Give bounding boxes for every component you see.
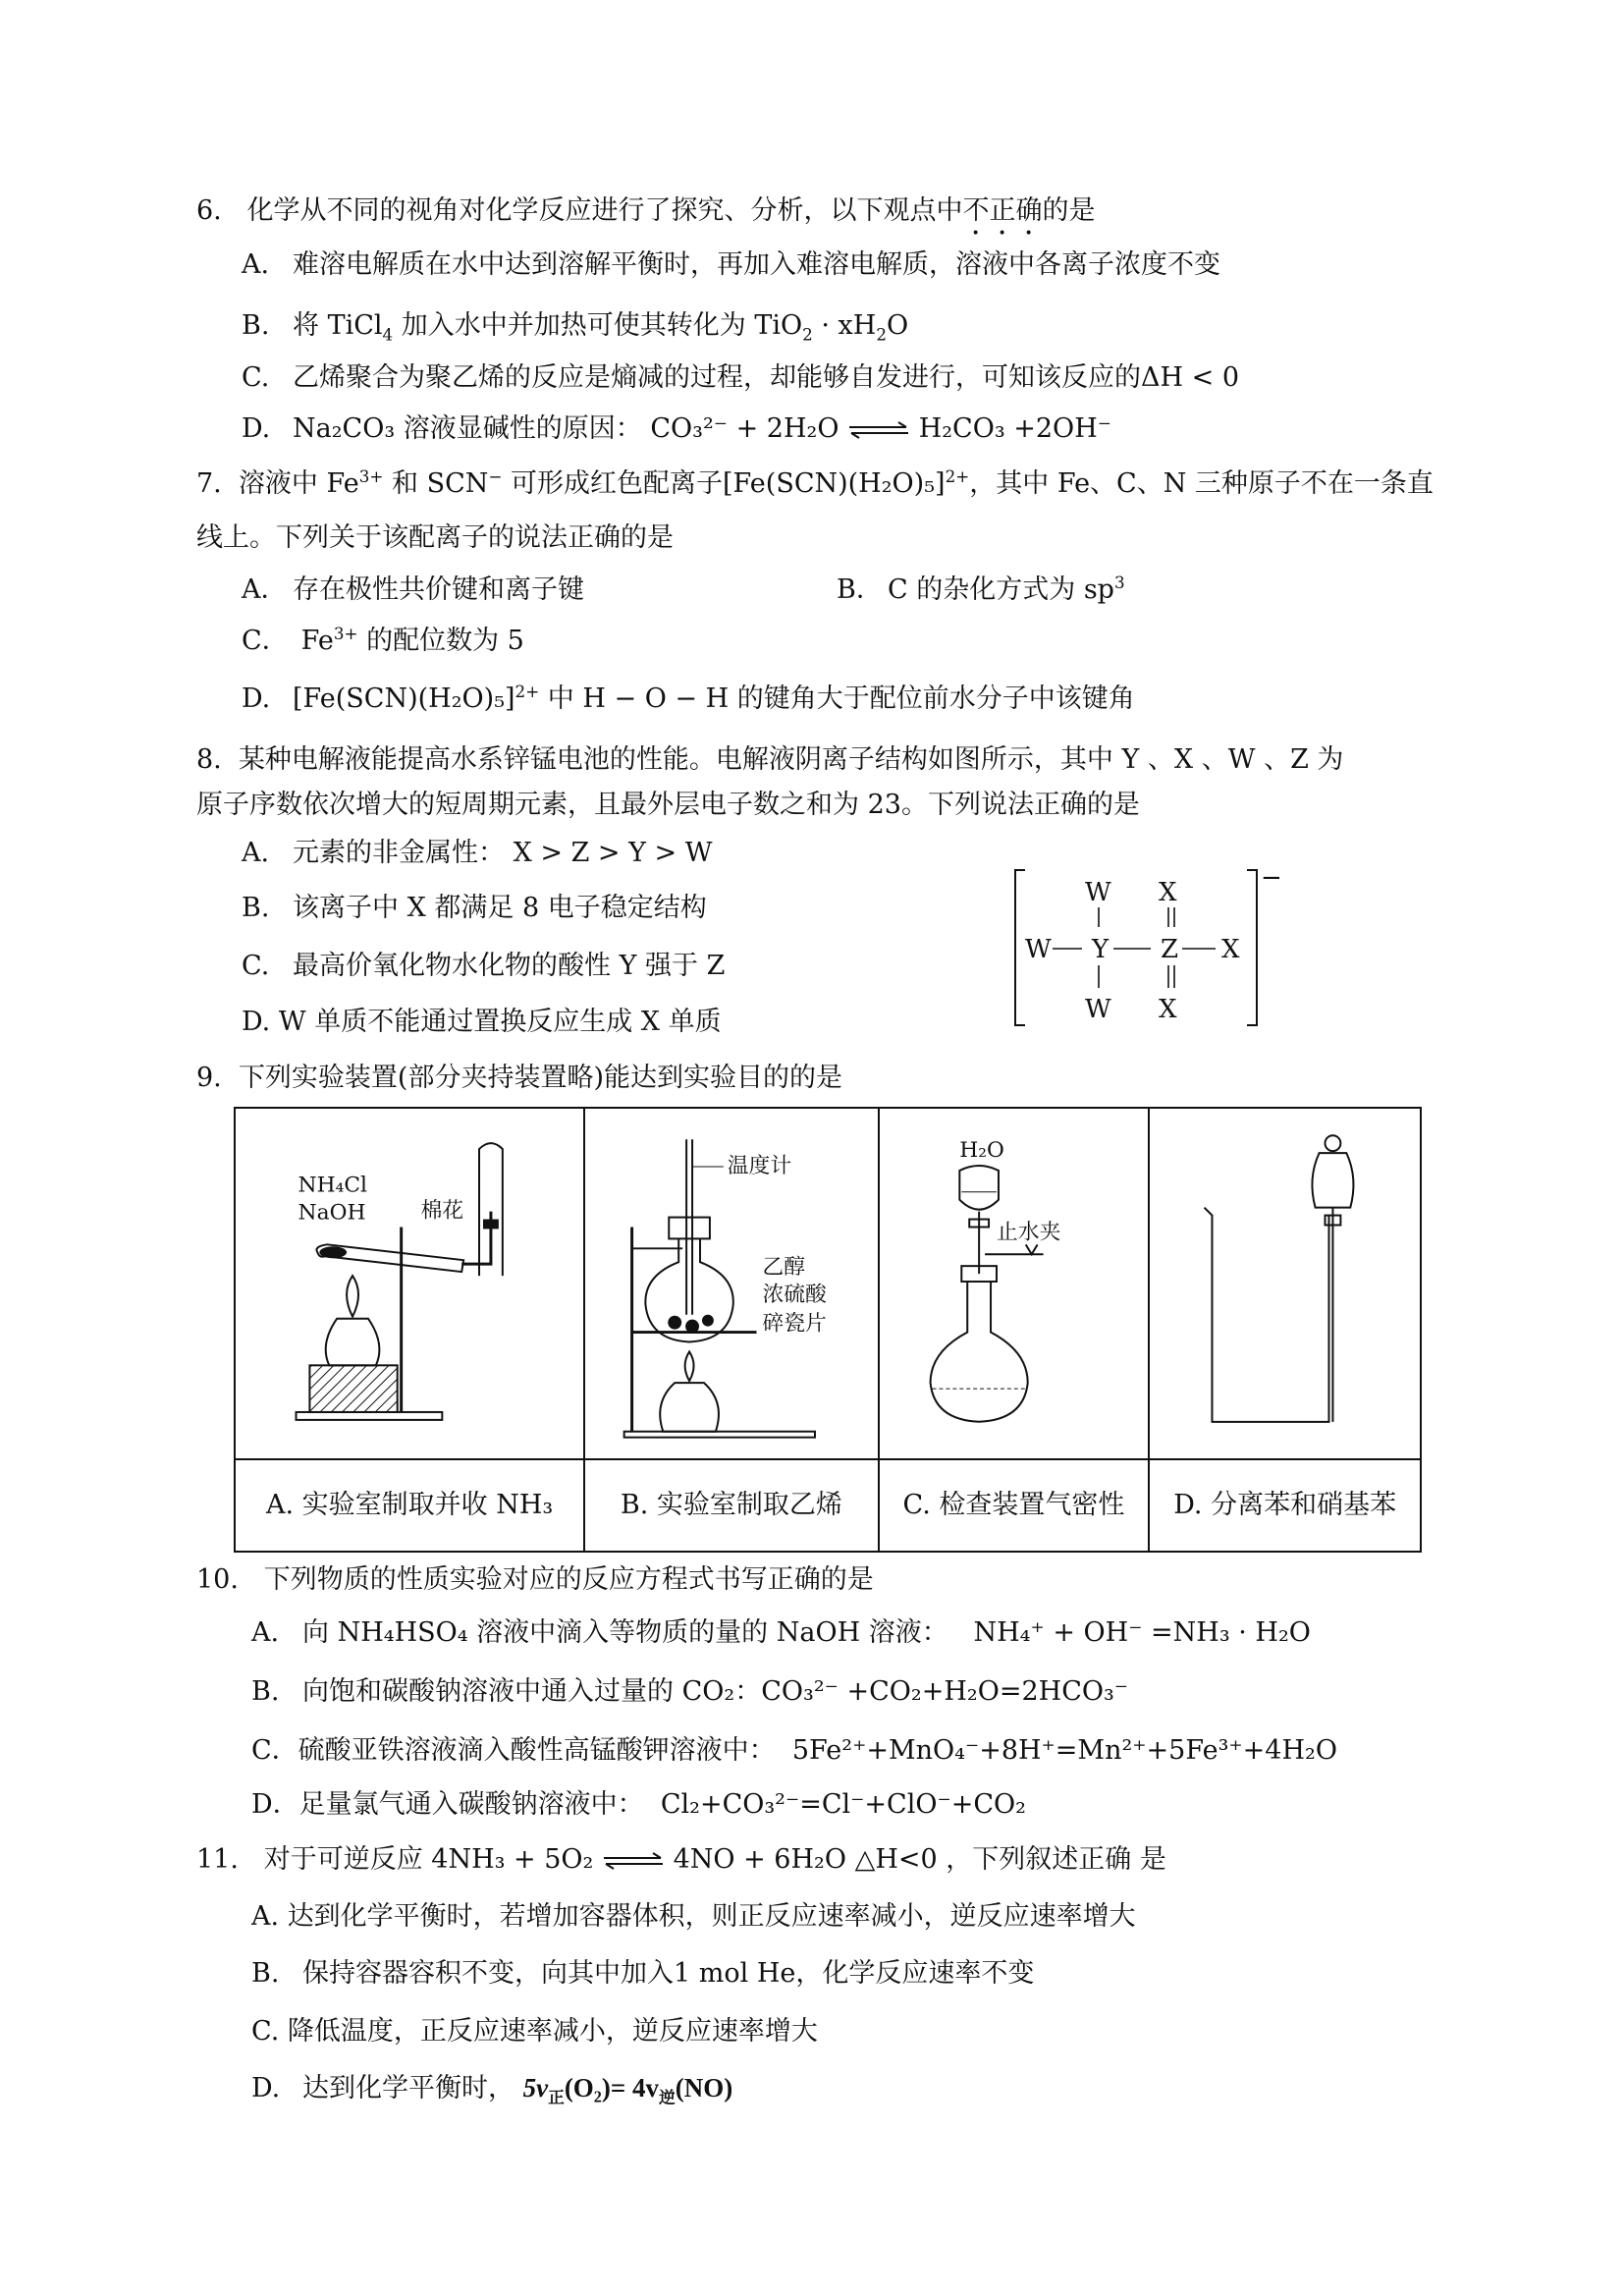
q6-option-d [242,412,1111,446]
q11-text: 对于可逆反应 4NH₃ + 5O₂ [263,1844,594,1875]
anion-charge: − [1261,863,1282,893]
option-label: A. [242,838,270,868]
porcelain-chip [668,1316,681,1330]
equilibrium-arrow-icon [602,1852,665,1870]
funnel-stopper [1326,1135,1341,1151]
subscript: 2 [876,324,887,345]
cotton-plug [483,1220,499,1229]
atom-x-top: X [1159,878,1177,907]
q8-line2: 原子序数依次增大的短周期元素，且最外层电子数之和为 23。下列说法正确的是 [196,790,1140,820]
q11-number: 11. [196,1844,239,1875]
q7-line1 [196,467,1434,501]
option-text: H₂CO₃ +2OH⁻ [918,413,1111,444]
porcelain-chip [702,1315,714,1327]
eq-part: 5v [522,2073,549,2103]
option-text: 难溶电解质在水中达到溶解平衡时，再加入难溶电解质，溶液中各离子浓度不变 [293,249,1220,280]
q7-option-d [242,683,1135,716]
eq-part: (NO) [675,2073,733,2103]
q11-text: 4NO + 6H₂O △H<0 ，下列叙述正确 是 [673,1844,1166,1875]
q11-stem [196,1843,1166,1877]
option-text: 保持容器容积不变，向其中加入1 mol He，化学反应速率不变 [302,1958,1035,1989]
caption-c: C. 检查装置气密性 [879,1459,1150,1552]
q8-option-b [242,892,707,925]
atom-z-center: Z [1161,935,1179,964]
q11-option-a [251,1900,1136,1934]
q10-option-b [251,1675,1128,1709]
q10-option-c [251,1734,1337,1768]
option-text: C 的杂化方式为 sp [888,574,1114,605]
q6-stem-a: 化学从不同的视角对化学反应进行了探究、分析，以下观点中 [246,195,963,226]
q7-text: 和 SCN [383,468,489,499]
superscript: 2+ [514,682,540,701]
eq-part: (O₂)= 4v [564,2073,660,2103]
option-text: 中 H − O − H 的键角大于配位前水分子中该键角 [539,683,1135,714]
q11-option-c [251,2015,818,2049]
option-label: C. [242,951,270,981]
water-clamp-icon [1025,1244,1037,1254]
caption-b: B. 实验室制取乙烯 [584,1459,878,1552]
option-text: 将 TiCl [293,310,383,341]
q9-text: 下列实验装置(部分夹持装置略)能达到实验目的的是 [238,1063,843,1093]
q10-option-a [251,1616,1311,1650]
option-text: 达到化学平衡时， [302,2073,514,2104]
subscript: 正 [548,2088,565,2107]
label-porcelain-chips: 碎瓷片 [762,1311,828,1337]
option-label: C. [242,362,270,393]
subscript: 逆 [659,2088,676,2107]
porcelain-chip [685,1320,699,1334]
option-label: C. [251,2016,280,2047]
subscript: 2 [802,324,813,345]
option-text: Fe [293,626,334,656]
apparatus-c-drawing [880,1109,1149,1458]
option-text: 向 NH₄HSO₄ 溶液中滴入等物质的量的 NaOH 溶液： [302,1617,948,1648]
q9-number: 9. [196,1063,222,1093]
option-label: D. [251,2073,281,2104]
option-label: B. [251,1676,280,1707]
q7-line2: 线上。下列关于该配离子的说法正确的是 [196,522,674,553]
left-bracket [1015,870,1025,1025]
atom-x-right: X [1221,935,1240,964]
option-label: D. [242,413,271,444]
option-text: 该离子中 X 都满足 8 电子稳定结构 [293,893,707,923]
option-text: 向饱和碳酸钠溶液中通入过量的 CO₂： [302,1676,762,1707]
q7-option-c [242,625,524,658]
flame-icon [685,1351,694,1381]
label-thermometer: 温度计 [727,1153,792,1178]
q6-option-b [242,309,908,343]
label-naoh: NaOH [298,1200,366,1226]
option-label: B. [251,1958,280,1989]
separatory-funnel [959,1166,999,1210]
alcohol-lamp [326,1319,380,1366]
q8-option-a [242,837,713,870]
option-label: D. [242,683,271,714]
q7-text: 可形成红色配离子 [502,468,724,499]
apparatus-table [234,1107,1422,1553]
option-text: 的配位数为 5 [357,626,524,656]
atom-y-center: Y [1092,935,1110,964]
q8-text: 某种电解液能提高水系锌锰电池的性能。电解液阴离子结构如图所示，其中 Y 、X 、W 、Z 为 [238,744,1344,775]
label-cotton: 棉花 [420,1198,464,1224]
lamp-block [309,1365,397,1412]
superscript: 3+ [333,624,358,643]
q6-stem [196,194,1096,242]
q11-option-b [251,1957,1034,1991]
superscript: 2+ [945,466,970,486]
stand-base [624,1432,815,1438]
option-text: O [886,310,909,341]
option-text: 最高价氧化物水化物的酸性 Y 强于 Z [293,951,726,981]
caption-a: A. 实验室制取并收 NH₃ [235,1459,584,1552]
q7-text: 溶液中 Fe [238,468,359,499]
atom-w-bottom: W [1085,995,1111,1024]
label-ethanol: 乙醇 [762,1255,806,1281]
q6-stem-emphasis: 不正确 [962,195,1043,226]
option-text: 乙烯聚合为聚乙烯的反应是熵减的过程，却能够自发进行，可知该反应的ΔH < 0 [293,362,1240,393]
complex-ion: [Fe(SCN)(H₂O)₅] [293,683,515,714]
anion-structure-svg [1011,863,1282,1031]
option-label: B. [242,893,270,923]
anion-structure-diagram [1011,863,1282,1031]
caption-d: D. 分离苯和硝基苯 [1149,1459,1421,1552]
q7-option-a [242,574,584,607]
beaker [1205,1208,1329,1422]
round-bottom-flask [930,1282,1027,1422]
option-text: 降低温度，正反应速率减小，逆反应速率增大 [287,2016,818,2047]
complex-ion: [Fe(SCN)(H₂O)₅] [723,468,946,499]
right-bracket [1247,870,1257,1025]
q6-stem-b: 的是 [1042,195,1096,226]
apparatus-d-drawing [1150,1109,1420,1458]
apparatus-c-cell [879,1108,1150,1459]
option-label: A. [242,249,270,280]
superscript: 3+ [358,466,384,486]
label-water: H₂O [958,1138,1004,1164]
atom-w-left: W [1025,935,1052,964]
option-label: A. [251,1901,280,1932]
atom-x-bottom: X [1159,995,1177,1024]
option-text: 达到化学平衡时，若增加容器体积，则正反应速率减小，逆反应速率增大 [287,1901,1136,1932]
q8-number: 8. [196,744,222,775]
option-text: 元素的非金属性： X > Z > Y > W [293,838,713,868]
option-label: B． [837,574,883,605]
option-text: 存在极性共价键和离子键 [293,574,584,605]
q9-stem [196,1062,842,1095]
q6-option-c [242,361,1239,395]
superscript: 3 [1113,573,1125,592]
alcohol-lamp [660,1383,719,1432]
atom-w-top: W [1085,878,1111,907]
superscript: − [488,466,503,486]
option-label: B. [242,310,270,341]
option-text: 硫酸亚铁溶液滴入酸性高锰酸钾溶液中： [298,1735,776,1766]
q10-option-d [251,1788,1026,1822]
separatory-funnel [1313,1153,1354,1208]
stand-base [297,1412,443,1420]
apparatus-b-cell [584,1108,878,1459]
flame-icon [347,1276,358,1317]
subscript: 4 [382,324,394,345]
q7-text: ，其中 Fe、C、N 三种原子不在一条直 [969,468,1434,499]
apparatus-d-cell [1149,1108,1421,1459]
option-text: · xH [812,310,877,341]
q8-option-c [242,950,725,983]
q10-number: 10. [196,1564,239,1595]
apparatus-b-drawing [585,1109,877,1458]
label-conc-sulfuric-acid: 浓硫酸 [762,1282,828,1307]
equation: Cl₂+CO₃²⁻=Cl⁻+ClO⁻+CO₂ [660,1789,1026,1820]
stopper [669,1218,710,1239]
option-label: A. [251,1617,280,1648]
q6-option-a [242,248,1220,282]
equation: CO₃²⁻ +CO₂+H₂O=2HCO₃⁻ [761,1676,1129,1707]
label-nh4cl: NH₄Cl [298,1173,368,1198]
option-label: D． [251,1789,299,1820]
option-text: Na₂CO₃ 溶液显碱性的原因： CO₃²⁻ + 2H₂O [293,413,839,444]
equilibrium-arrow-icon [847,421,910,439]
reagent-solid [319,1246,347,1258]
apparatus-a-drawing [236,1109,583,1458]
apparatus-a-cell [235,1108,584,1459]
option-text: 足量氯气通入碳酸钠溶液中： [298,1789,644,1820]
q7-number: 7. [196,468,222,499]
label-water-clamp: 止水夹 [996,1220,1061,1245]
q10-stem [196,1563,874,1597]
q8-line1 [196,743,1343,777]
option-label: A． [242,574,288,605]
equation: 5Fe²⁺+MnO₄⁻+8H⁺=Mn²⁺+5Fe³⁺+4H₂O [791,1735,1337,1766]
equation: NH₄⁺ + OH⁻ =NH₃ · H₂O [973,1617,1311,1648]
q7-option-b [837,574,1125,607]
option-text: 加入水中并加热可使其转化为 TiO [393,310,803,341]
equation [522,2073,733,2107]
q6-number: 6. [196,195,222,226]
option-label: C． [242,626,289,656]
option-text: W 单质不能通过置换反应生成 X 单质 [278,1007,722,1037]
q10-text: 下列物质的性质实验对应的反应方程式书写正确的是 [263,1564,874,1595]
option-label: C． [251,1735,298,1766]
q11-option-d [251,2072,732,2105]
q8-option-d [242,1006,722,1039]
option-label: D. [242,1007,271,1037]
